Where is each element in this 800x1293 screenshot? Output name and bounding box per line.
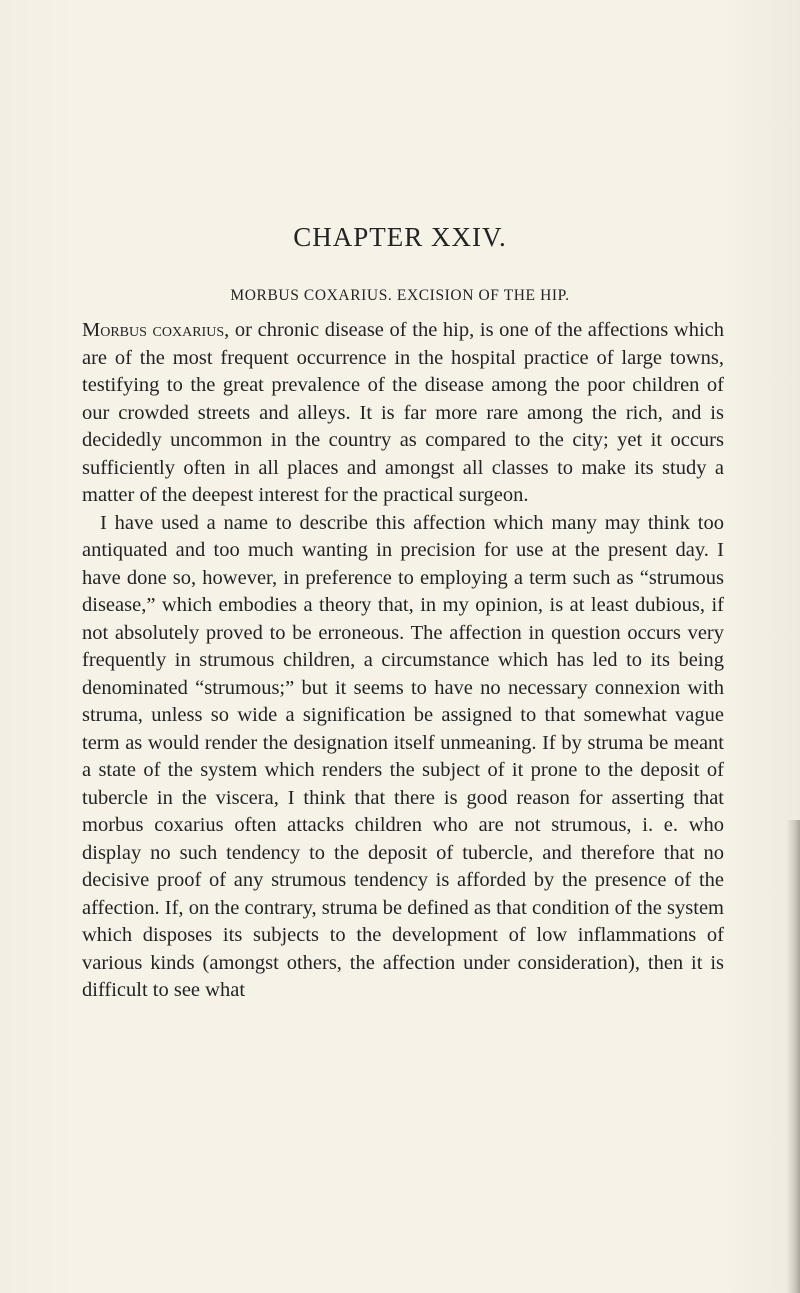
paragraph-1	[82, 317, 724, 510]
paragraph-1-text: or chronic disease of the hip, is one of the affections which are of the most frequent occurrence in the hospital practice of large towns, testifying to the great prevalence of the disease among the poor children of our crowded streets and alleys. It is far more rare among the rich, and is decidedly uncommon in the country as compared to the city; yet it occurs sufficiently often in all places and amongst all classes to make its study a matter of the deepest interest for the practical surgeon.	[82, 319, 724, 506]
body-text	[82, 317, 724, 1005]
chapter-title: CHAPTER XXIV.	[293, 222, 507, 252]
chapter-subtitle: MORBUS COXARIUS. EXCISION OF THE HIP.	[230, 287, 570, 304]
paragraph-2: I have used a name to describe this affection which many may think too antiquated and too much wanting in precision for use at the present day. I have done so, however, in preference to employing a term such as “strumous disease,” which embodies a theory that, in my opinion, is at least dubious, if not absolutely proved to be erroneous. The affection in question occurs very frequently in strumous children, a circumstance which has led to its being denominated “strumous;” but it seems to have no necessary connexion with struma, unless so wide a signification be assigned to that somewhat vague term as would render the designation itself unmeaning. If by struma be meant a state of the system which renders the subject of it prone to the deposit of tubercle in the viscera, I think that there is good reason for asserting that morbus coxarius often attacks children who are not strumous, i. e. who display no such tendency to the deposit of tubercle, and therefore that no decisive proof of any strumous tendency is afforded by the presence of the affection. If, on the contrary, struma be defined as that condition of the system which disposes its subjects to the development of low inflammations of various kinds (amongst others, the affection under consideration), then it is difficult to see what	[82, 511, 724, 1001]
page-edge-shadow	[786, 820, 800, 1293]
paragraph-1-lead: Morbus coxarius,	[82, 319, 230, 341]
